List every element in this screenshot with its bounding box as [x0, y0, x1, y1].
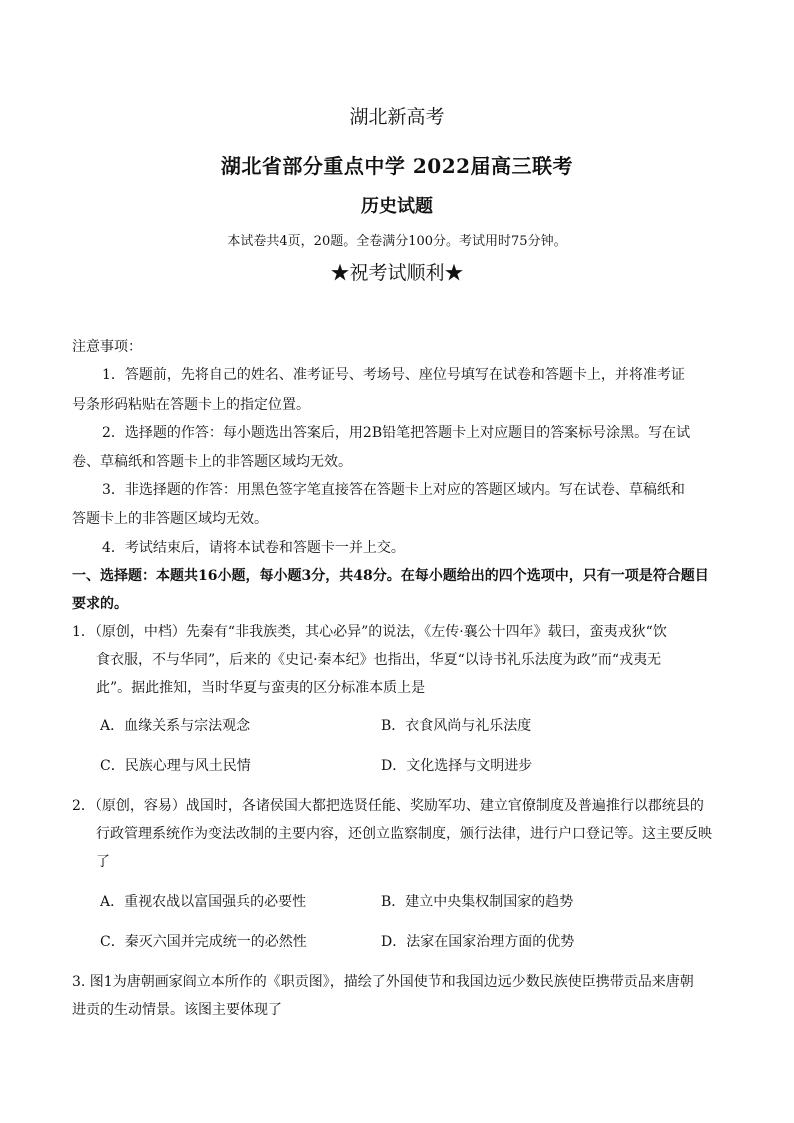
- exam-subject: 历史试题: [361, 196, 433, 217]
- q2-stem-line-1: 2．（原创，容易）战国时，各诸侯国大都把选贤任能、奖励军功、建立官僚制度及普遍推行以郡统县的: [72, 798, 704, 814]
- q2-stem-line-3: 了: [96, 854, 110, 870]
- q2-option-c: C．秦灭六国并完成统一的必然性: [100, 934, 307, 950]
- note-2-line-2: 卷、草稿纸和答题卡上的非答题区域均无效。: [72, 454, 352, 470]
- q1-stem-line-2: 食衣服，不与华同”，后来的《史记·秦本纪》也指出，华夏“以诗书礼乐法度为政”而“戎夷无: [96, 652, 662, 668]
- note-4-line-1: 4．考试结束后，请将本试卷和答题卡一并上交。: [102, 540, 405, 556]
- note-3-line-1: 3．非选择题的作答：用黑色签字笔直接答在答题卡上对应的答题区域内。写在试卷、草稿纸和: [102, 482, 685, 498]
- q3-stem-line-1: 3. 图1为唐朝画家阎立本所作的《职贡图》，描绘了外国使节和我国边远少数民族使臣携带贡品来唐朝: [72, 974, 694, 990]
- q1-stem-line-3: 此”。据此推知，当时华夏与蛮夷的区分标准本质上是: [96, 680, 426, 696]
- q1-stem-line-1: 1．（原创，中档）先秦有“非我族类，其心必异”的说法，《左传·襄公十四年》载曰，蛮夷戎狄“饮: [72, 624, 667, 640]
- notes-heading: 注意事项：: [72, 339, 142, 355]
- q3-stem-line-2: 进贡的生动情景。该图主要体现了: [72, 1002, 282, 1018]
- exam-title: 湖北省部分重点中学 2022届高三联考: [220, 154, 574, 178]
- q1-option-a: A．血缘关系与宗法观念: [100, 718, 251, 734]
- note-1-line-1: 1．答题前，先将自己的姓名、准考证号、考场号、座位号填写在试卷和答题卡上，并将准考证: [102, 367, 685, 383]
- q2-option-a: A．重视农战以富国强兵的必要性: [100, 894, 307, 910]
- section-heading-line-1: 一、选择题：本题共16小题，每小题3分，共48分。在每小题给出的四个选项中，只有一项是符合题目: [72, 568, 709, 584]
- q2-option-b: B．建立中央集权制国家的趋势: [381, 894, 574, 910]
- note-3-line-2: 答题卡上的非答题区域均无效。: [72, 511, 268, 527]
- exam-brand: 湖北新高考: [349, 106, 445, 128]
- exam-info: 本试卷共4页，20题。全卷满分100分。考试用时75分钟。: [227, 234, 567, 249]
- q2-stem-line-2: 行政管理系统作为变法改制的主要内容，还创立监察制度，颁行法律，进行户口登记等。这主要反映: [96, 826, 712, 842]
- q1-option-b: B．衣食风尚与礼乐法度: [381, 718, 532, 734]
- section-heading-line-2: 要求的。: [72, 596, 128, 612]
- q1-option-c: C．民族心理与风土民情: [100, 758, 251, 774]
- q1-option-d: D．文化选择与文明进步: [381, 758, 533, 774]
- note-2-line-1: 2．选择题的作答：每小题选出答案后，用2B铅笔把答题卡上对应题目的答案标号涂黑。写在试: [102, 425, 691, 441]
- note-1-line-2: 号条形码粘贴在答题卡上的指定位置。: [72, 397, 310, 413]
- q2-option-d: D．法家在国家治理方面的优势: [381, 934, 575, 950]
- exam-blessing: ★祝考试顺利★: [330, 262, 464, 284]
